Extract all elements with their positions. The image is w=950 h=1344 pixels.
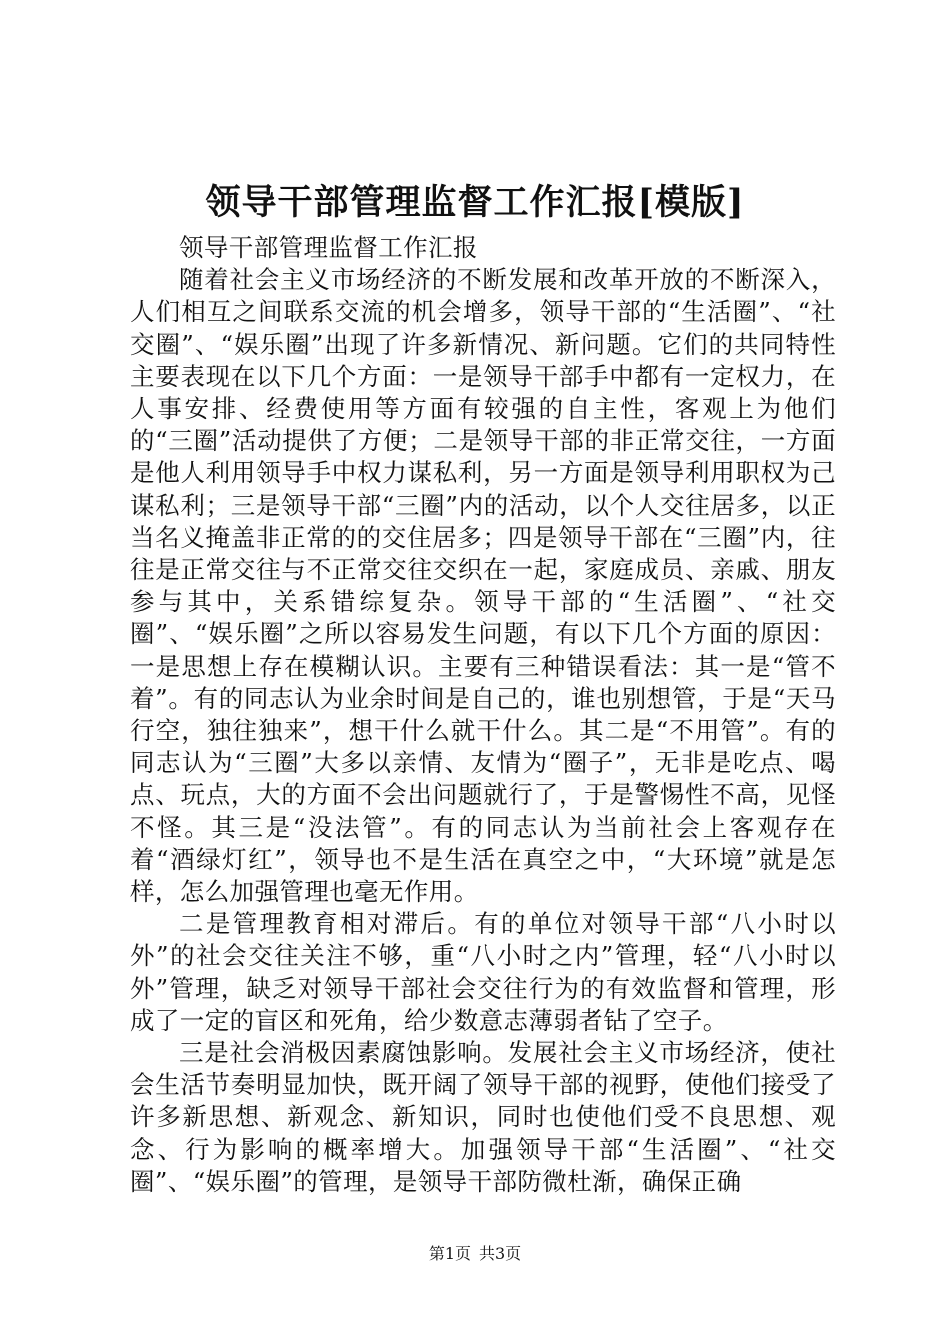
body-paragraph-3: 三是社会消极因素腐蚀影响。发展社会主义市场经济，使社会生活节奏明显加快，既开阔了领导干部的视野，使他们接受了许多新思想、新观念、新知识，同时也使他们受不良思想、观念、行为影响的概率增大。加强领导干部“生活圈”、“社交圈”、“娱乐圈”的管理，是领导干部防微杜渐，确保正确 (130, 1038, 836, 1196)
document-title: 领导干部管理监督工作汇报[模版] (205, 182, 745, 223)
page-footer (0, 1244, 950, 1264)
subtitle-paragraph: 领导干部管理监督工作汇报 (179, 233, 478, 262)
body-paragraph-2: 二是管理教育相对滞后。有的单位对领导干部“八小时以外”的社会交往关注不够，重“八小时之内”管理，轻“八小时以外”管理，缺乏对领导干部社会交往行为的有效监督和管理，形成了一定的盲区和死角，给少数意志薄弱者钻了空子。 (130, 909, 836, 1035)
body-paragraph-1: 随着社会主义市场经济的不断发展和改革开放的不断深入，人们相互之间联系交流的机会增多，领导干部的“生活圈”、“社交圈”、“娱乐圈”出现了许多新情况、新问题。它们的共同特性主要表现在以下几个方面：一是领导干部手中都有一定权力，在人事安排、经费使用等方面有较强的自主性，客观上为他们的“三圈”活动提供了方便；二是领导干部的非正常交往，一方面是他人利用领导手中权力谋私利，另一方面是领导利用职权为己谋私利；三是领导干部“三圈”内的活动，以个人交往居多，以正当名义掩盖非正常的的交住居多；四是领导干部在“三圈”内，往往是正常交往与不正常交往交织在一起，家庭成员、亲戚、朋友参与其中，关系错综复杂。领导干部的“生活圈”、“社交圈”、“娱乐圈”之所以容易发生问题，有以下几个方面的原因：一是思想上存在模糊认识。主要有三种错误看法：其一是“管不着”。有的同志认为业余时间是自己的，谁也别想管，于是“天马行空，独往独来”，想干什么就干什么。其二是“不用管”。有的同志认为“三圈”大多以亲情、友情为“圈子”，无非是吃点、喝点、玩点，大的方面不会出问题就行了，于是警惕性不高，见怪不怪。其三是“没法管”。有的同志认为当前社会上客观存在着“酒绿灯红”，领导也不是生活在真空之中，“大环境”就是怎样，怎么加强管理也毫无作用。 (130, 265, 836, 907)
page-number: 第1页 (428, 1244, 471, 1263)
document-body (130, 232, 836, 1198)
page-total: 共3页 (479, 1244, 522, 1263)
